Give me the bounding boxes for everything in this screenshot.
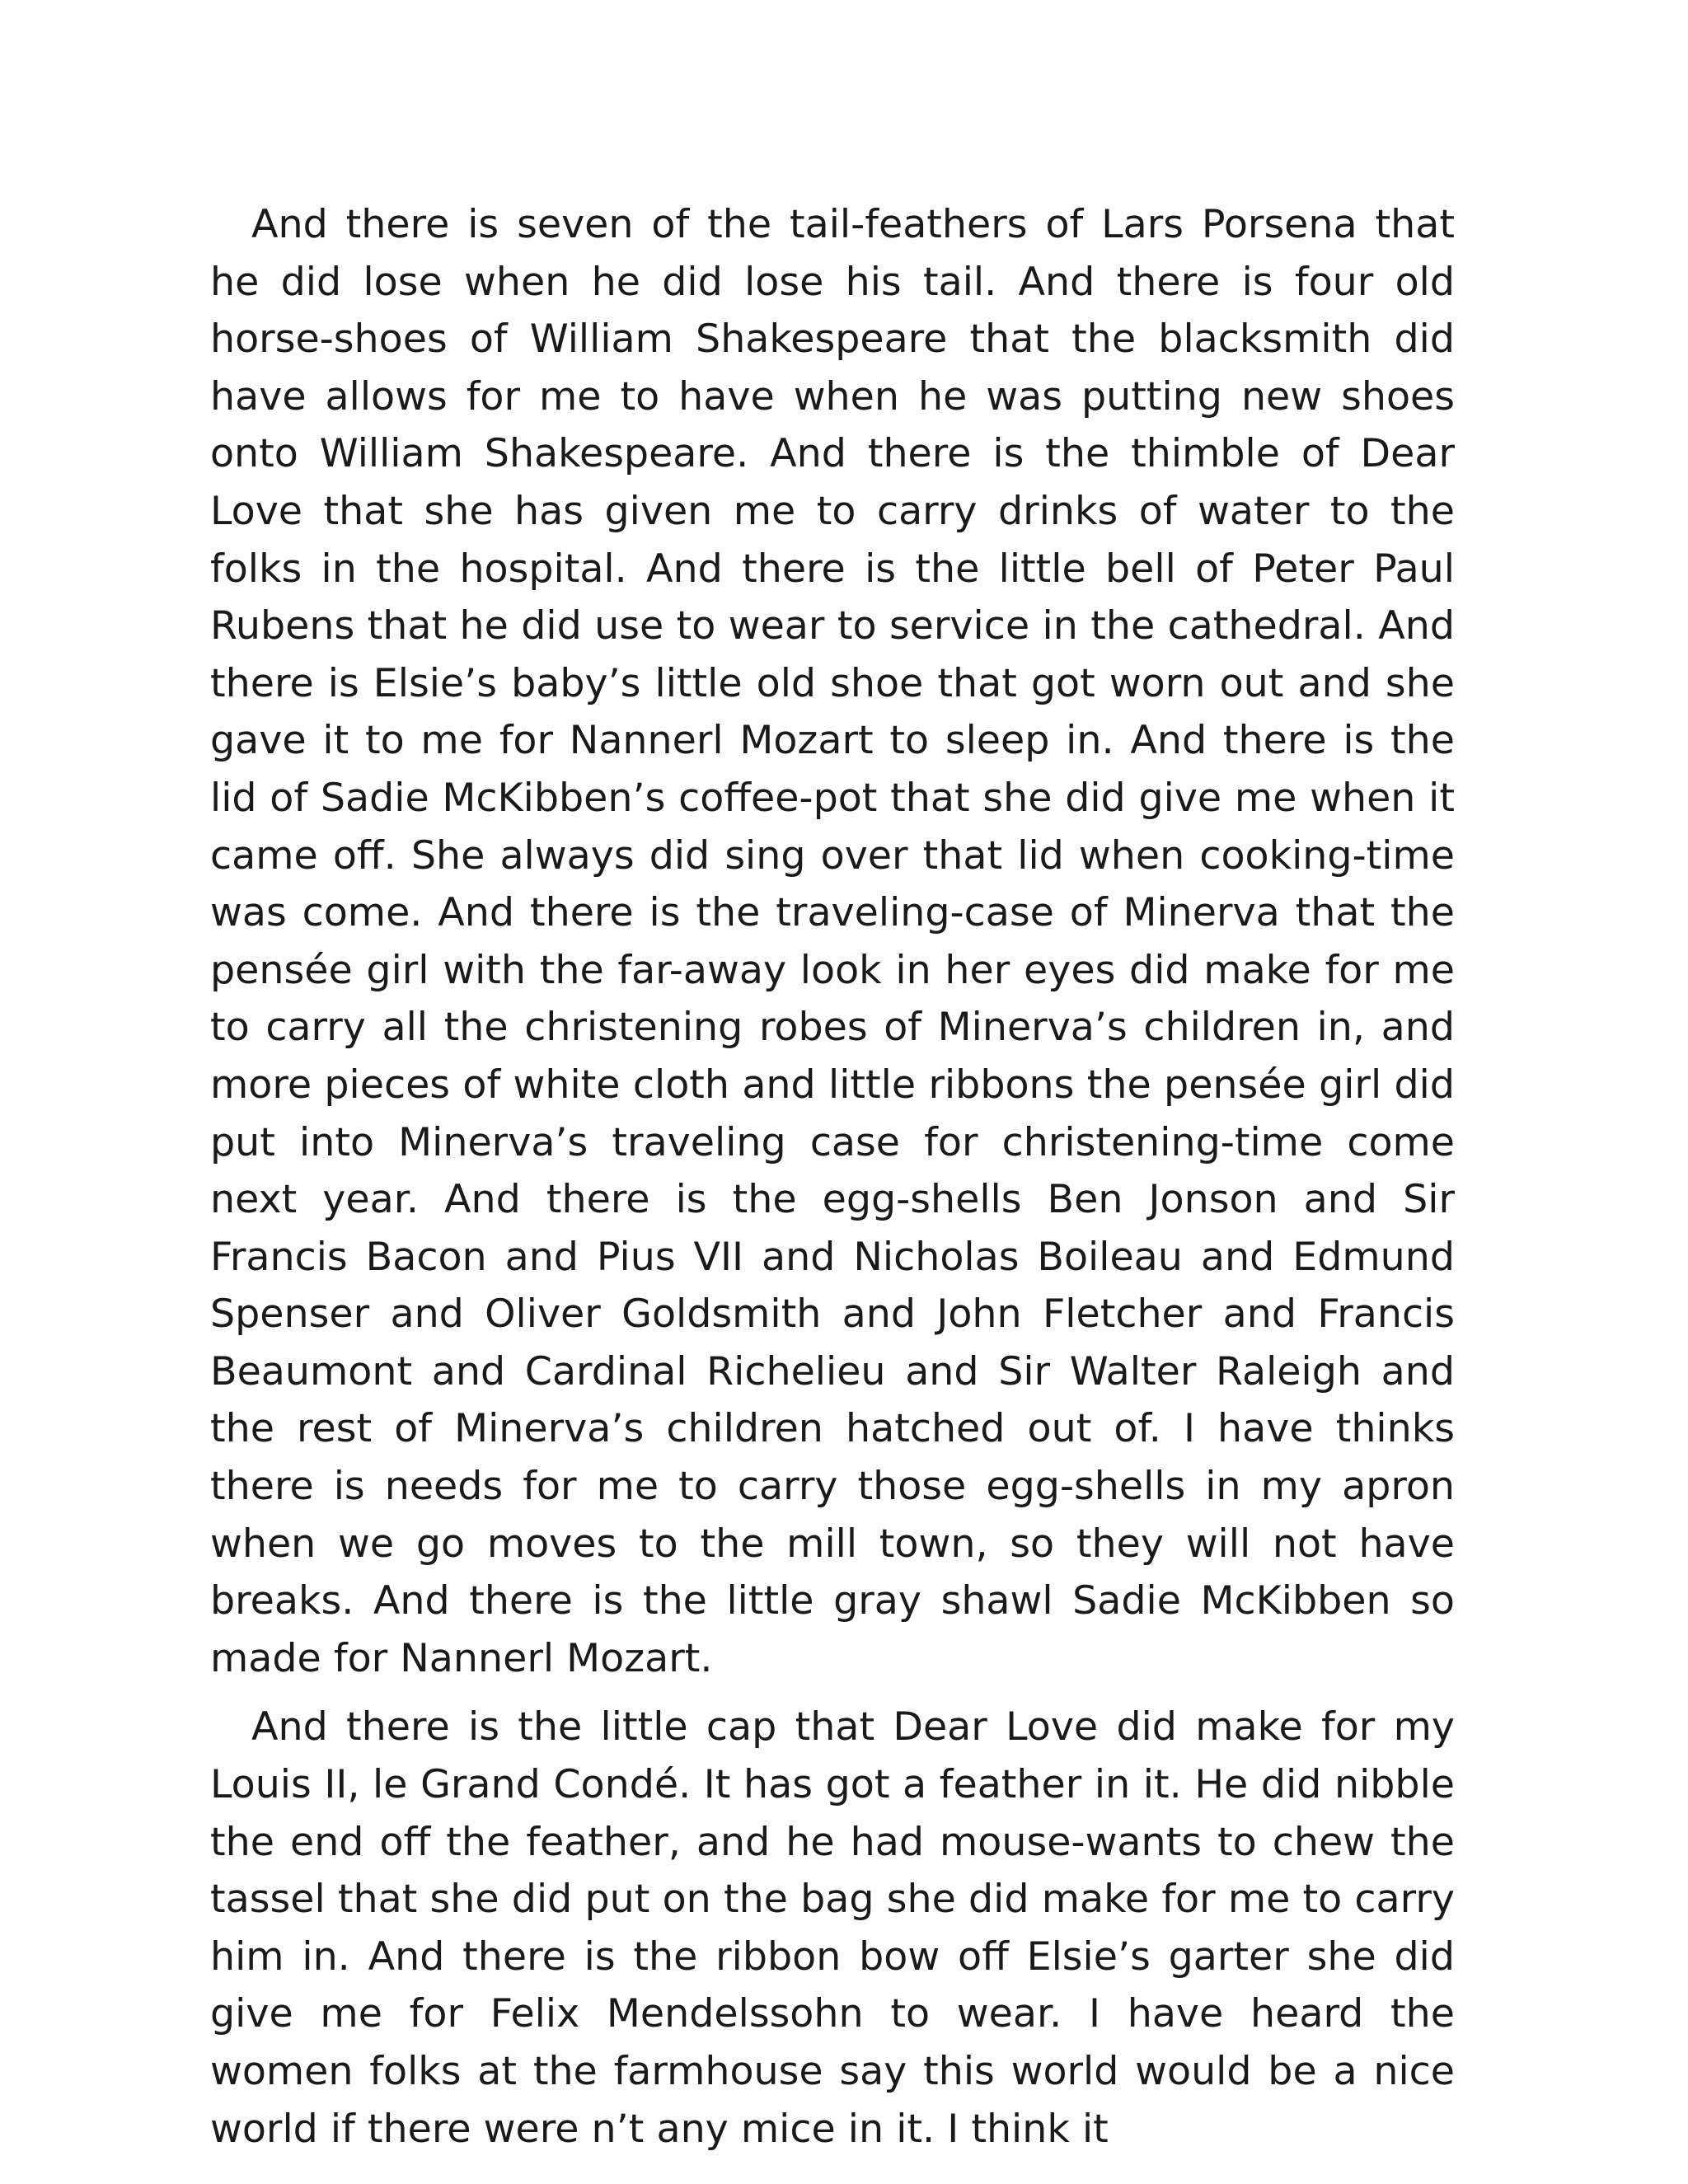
paragraph-1: And there is seven of the tail-feathers of Lars Porsena that he did lose when he did lose his tail. And there is four old horse-shoes of William Shakespeare that the blacksmith did have allows for me to have when he was putting new shoes onto William Shakespeare. And there is the thimble of Dear Love that she has given me to carry drinks of water to the folks in the hospital. And there is the little bell of Peter Paul Rubens that he did use to wear to service in the cathedral. And there is Elsie’s baby’s little old shoe that got worn out and she gave it to me for Nannerl Mozart to sleep in. And there is the lid of Sadie McKibben’s coffee-pot that she did give me when it came off. She always did sing over that lid when cooking-time was come. And there is the traveling-case of Minerva that the pensée girl with the far-away look in her eyes did make for me to carry all the christening robes of Minerva’s children in, and more pieces of white cloth and little ribbons the pensée girl did put into Minerva’s traveling case for christening-time come next year. And there is the egg-shells Ben Jonson and Sir Francis Bacon and Pius VII and Nicholas Boileau and Edmund Spenser and Oliver Goldsmith and John Fletcher and Francis Beaumont and Cardinal Richelieu and Sir Walter Raleigh and the rest of Minerva’s children hatched out of. I have thinks there is needs for me to carry those egg-shells in my apron when we go moves to the mill town, so they will not have breaks. And there is the little gray shawl Sadie McKibben so made for Nannerl Mozart. [210,202,1455,1681]
paragraph-2: And there is the little cap that Dear Love did make for my Louis II, le Grand Condé. It has got a feather in it. He did nibble the end off the feather, and he had mouse-wants to chew the tassel that she did put on the bag she did make for me to carry him in. And there is the ribbon bow off Elsie’s garter she did give me for Felix Mendelssohn to wear. I have heard the women folks at the farmhouse say this world would be a nice world if there were n’t any mice in it. I think it [210,1704,1455,2152]
page-body [210,196,1455,2158]
